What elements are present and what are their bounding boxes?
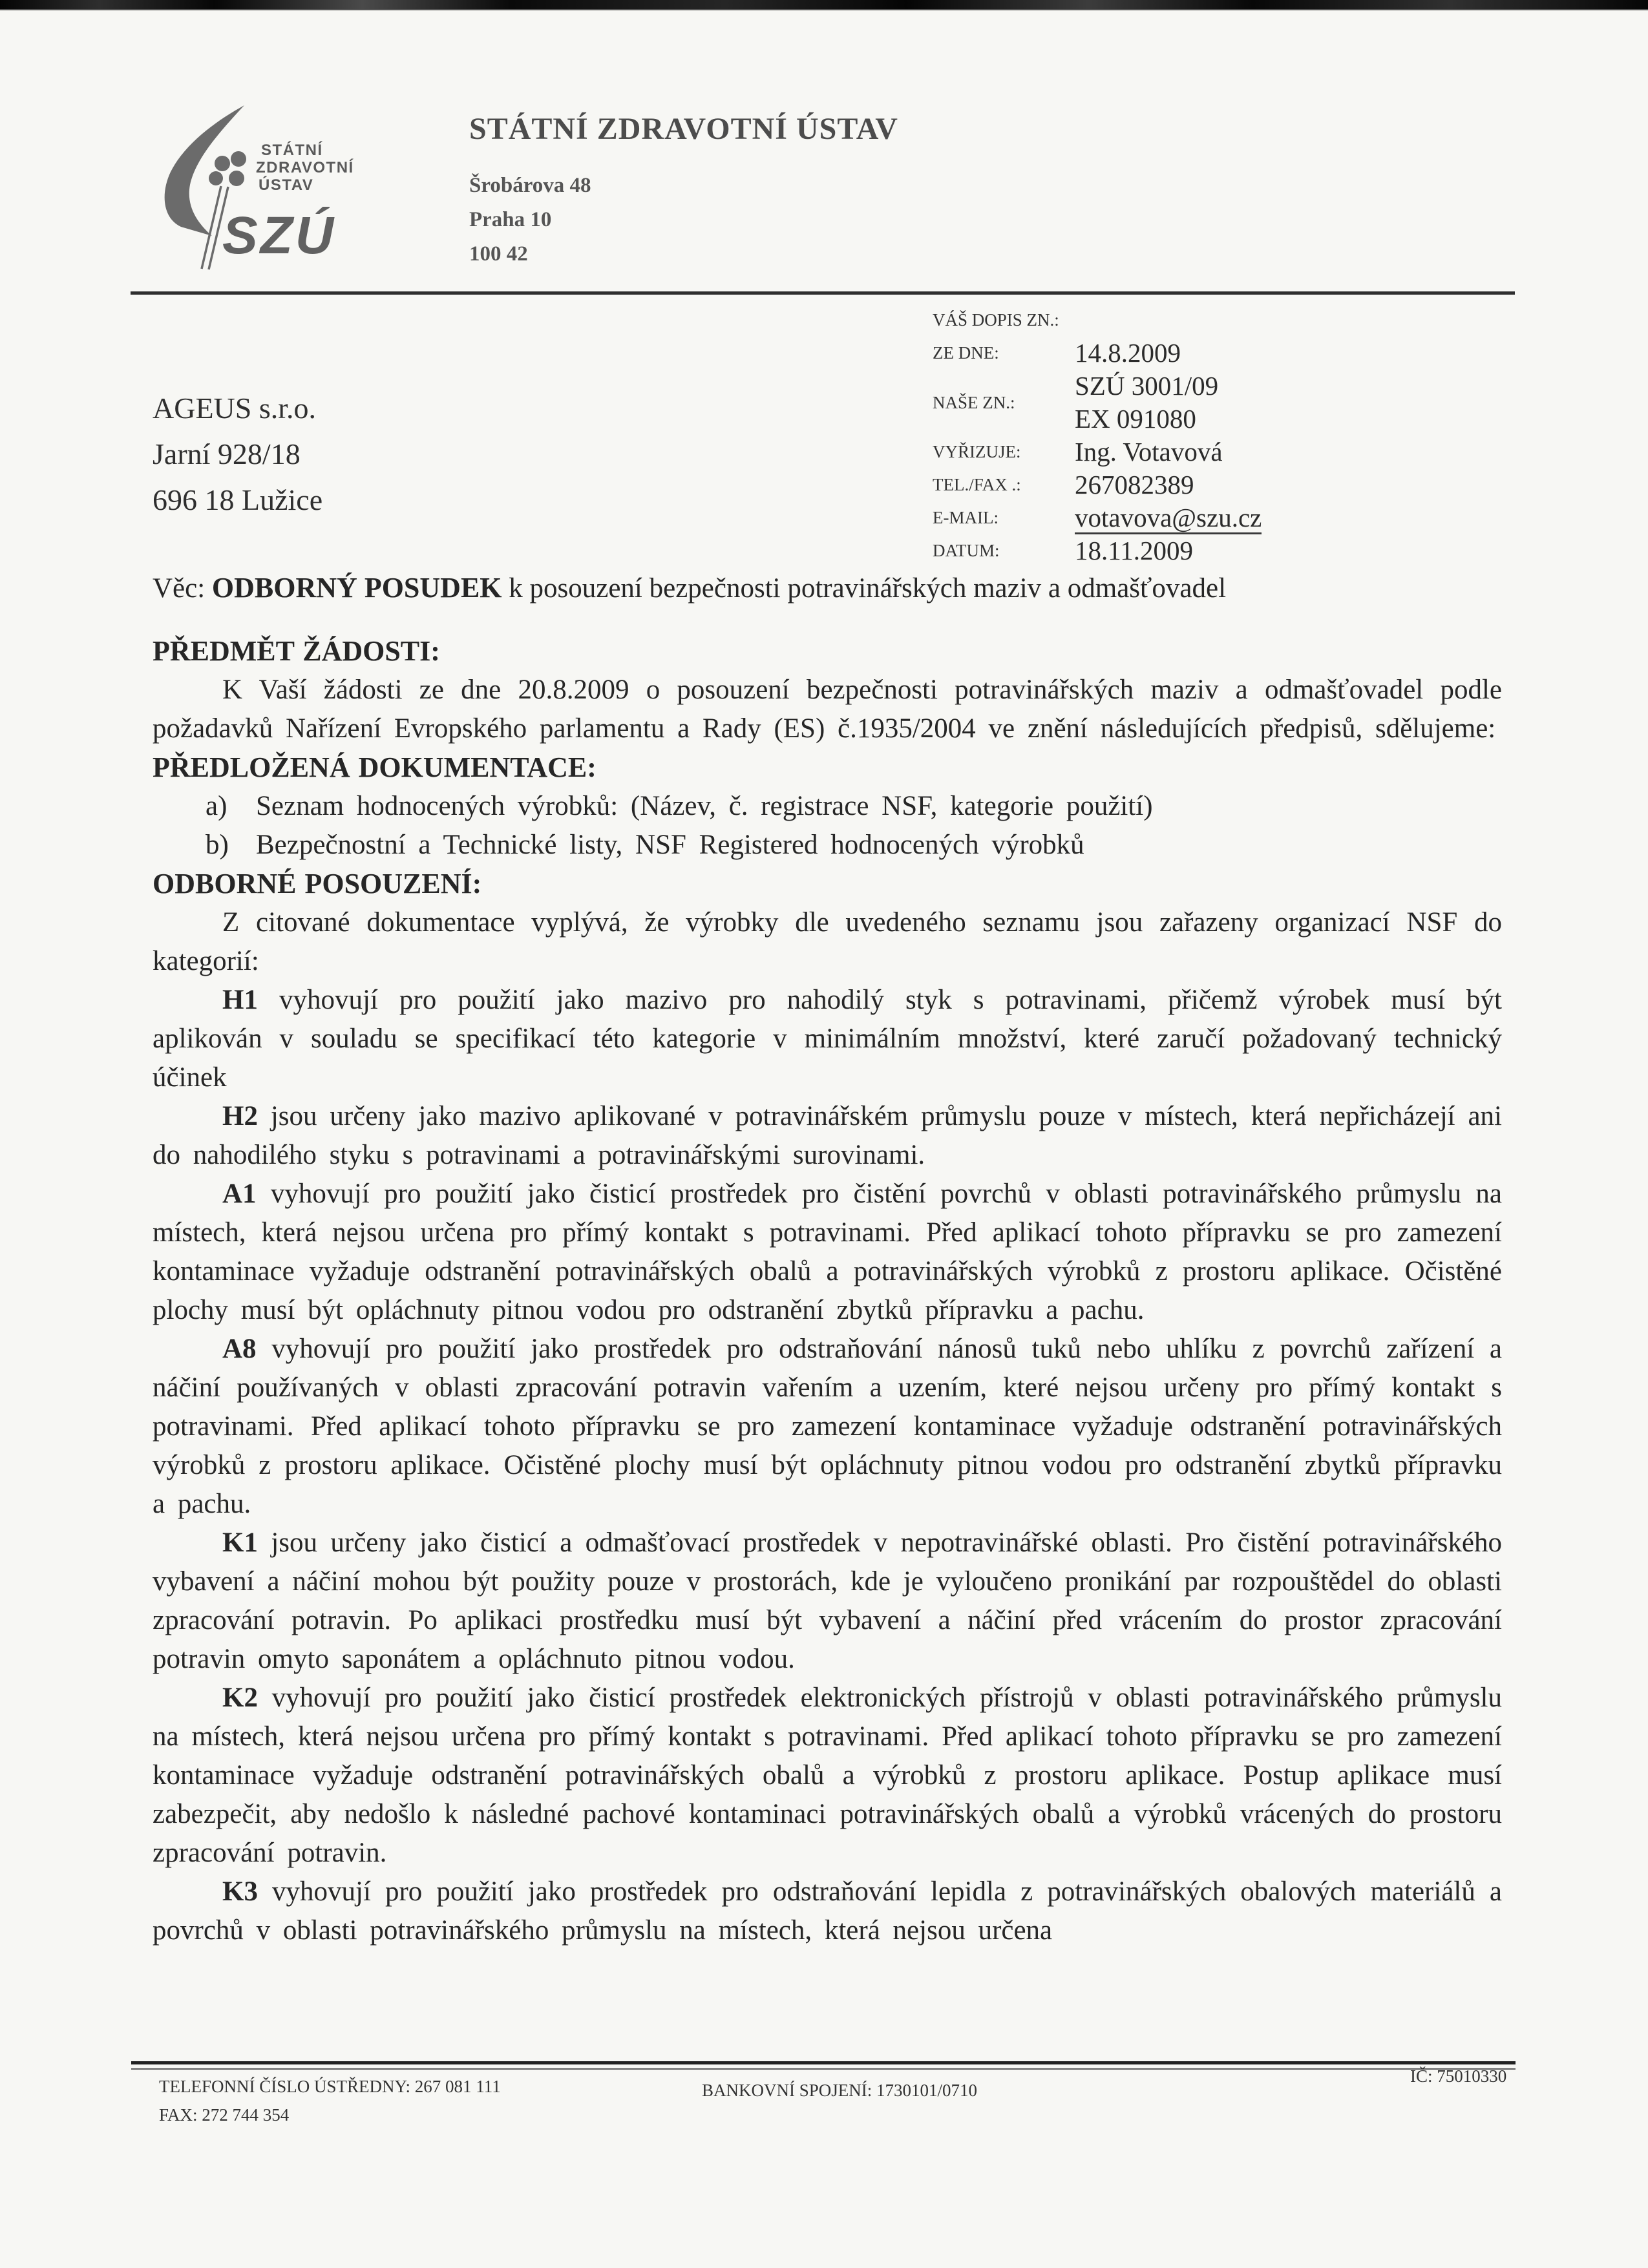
subject-line xyxy=(153,571,1226,604)
list-text: Bezpečnostní a Technické listy, NSF Registered hodnocených výrobků xyxy=(256,830,1084,860)
email-address: votavova@szu.cz xyxy=(1075,503,1262,534)
list-text: Seznam hodnocených výrobků: (Název, č. registrace NSF, kategorie použití) xyxy=(256,791,1153,821)
category-text: jsou určeny jako mazivo aplikované v potravinářském průmyslu pouze v místech, která nepřicházejí ani do nahodilého styku s potravinami a potravinářskými surovinami. xyxy=(153,1101,1503,1170)
subject-prefix: Věc: xyxy=(153,573,206,604)
list-marker: b) xyxy=(206,830,229,860)
category-code: H1 xyxy=(222,985,258,1015)
header-divider-rule xyxy=(131,291,1515,295)
logo-text-line-1: STÁTNÍ xyxy=(261,142,323,159)
category-paragraph-a1 xyxy=(153,1175,1502,1330)
ref-value: 14.8.2009 xyxy=(1075,338,1181,368)
category-text: vyhovují pro použití jako mazivo pro nahodilý styk s potravinami, přičemž výrobek musí být aplikován v souladu se specifikací této kategorie v minimálním množství, které zaručí požadovaný technický účinek xyxy=(153,985,1502,1093)
category-text: vyhovují pro použití jako čisticí prostředek elektronických přístrojů v oblasti potravinářského průmyslu na místech, která nejsou určena pro přímý kontakt s potravinami. Před aplikací tohoto přípravku se pro zamezení kontaminace vyžaduje odstranění potravinářských obalů a výrobků z prostoru aplikace. Postup aplikace musí zabezpečit, aby nedošlo k následné pachové kontaminaci potravinářských obalů a výrobků vrácených do prostoru zpracování potravin. xyxy=(153,1683,1503,1868)
category-paragraph-k1 xyxy=(153,1524,1502,1679)
category-code: A1 xyxy=(222,1179,257,1209)
category-text: vyhovují pro použití jako čisticí prostředek pro čistění povrchů v oblasti potravinářského průmyslu na místech, která nejsou určena pro přímý kontakt s potravinami. Před aplikací tohoto přípravku se pro zamezení kontaminace vyžaduje odstranění potravinářských obalů a potravinářských výrobků z prostoru aplikace. Očistěné plochy musí být opláchnuty pitnou vodou pro odstranění zbytků přípravku a pachu. xyxy=(153,1179,1502,1325)
category-code: A8 xyxy=(222,1334,257,1364)
doc-list-item-b xyxy=(153,826,1502,865)
ref-value: 267082389 xyxy=(1075,470,1194,499)
category-code: K1 xyxy=(222,1528,258,1558)
category-paragraph-k3 xyxy=(153,1873,1502,1950)
ref-value: 18.11.2009 xyxy=(1075,536,1193,565)
logo-dots xyxy=(209,151,246,186)
ref-label: ZE DNE: xyxy=(933,343,999,362)
logo-text-line-3: ÚSTAV xyxy=(259,176,314,194)
category-text: jsou určeny jako čisticí a odmašťovací prostředek v nepotravinářské oblasti. Pro čistění potravinářského vybavení a náčiní mohou být použity pouze v prostorách, kde je vyloučeno pronikání par rozpouštědel do oblasti zpracování potravin. Po aplikaci prostředku musí být vybavení a náčiní před vrácením do prostor zpracování potravin omyto saponátem a opláchnuto pitnou vodou. xyxy=(153,1528,1503,1674)
ref-row-nase-zn xyxy=(933,370,1514,436)
institute-address-zip: 100 42 xyxy=(469,242,528,266)
footer-fax: FAX: 272 744 354 xyxy=(159,2105,290,2125)
category-paragraph-h2 xyxy=(153,1097,1502,1175)
paragraph-predmet: K Vaší žádosti ze dne 20.8.2009 o posouzení bezpečnosti potravinářských maziv a odmašťovadel podle požadavků Nařízení Evropského parlamentu a Rady (ES) č.1935/2004 ve znění následujících předpisů, sdělujeme: xyxy=(153,675,1502,744)
category-paragraph-a8 xyxy=(153,1330,1502,1524)
category-code: K2 xyxy=(222,1683,258,1713)
ref-row-ze-dne xyxy=(933,337,1514,370)
heading-odborne-posouzeni: ODBORNÉ POSOUZENÍ: xyxy=(153,868,482,899)
category-paragraph-k2 xyxy=(153,1679,1502,1873)
ref-row-tel-fax xyxy=(933,468,1514,501)
ref-row-vas-dopis xyxy=(933,304,1514,337)
szu-logo xyxy=(147,102,419,296)
recipient-name: AGEUS s.r.o. xyxy=(153,392,317,425)
institute-name: STÁTNÍ ZDRAVOTNÍ ÚSTAV xyxy=(469,112,898,146)
category-text: vyhovují pro použití jako prostředek pro odstraňování lepidla z potravinářských obalových materiálů a povrchů v oblasti potravinářského průmyslu na místech, která nejsou určena xyxy=(153,1876,1502,1946)
ref-row-datum xyxy=(933,534,1514,567)
ref-row-vyrizuje xyxy=(933,436,1514,468)
list-marker: a) xyxy=(206,791,227,821)
heading-predmet-zadosti: PŘEDMĚT ŽÁDOSTI: xyxy=(153,635,440,667)
scanner-edge-artifact xyxy=(0,0,1648,10)
institute-address-city: Praha 10 xyxy=(469,208,552,231)
letterhead xyxy=(469,111,898,271)
ref-value-line1: SZÚ 3001/09 xyxy=(1075,371,1219,401)
paragraph-posouzeni: Z citované dokumentace vyplývá, že výrobky dle uvedeného seznamu jsou zařazeny organizací NSF do kategorií: xyxy=(153,907,1502,976)
footer-company-id: IČ: 75010330 xyxy=(1410,2066,1507,2086)
heading-predlozena-dokumentace: PŘEDLOŽENÁ DOKUMENTACE: xyxy=(153,751,597,783)
logo-text-line-2: ZDRAVOTNÍ xyxy=(256,159,354,176)
recipient-address-block xyxy=(153,385,322,523)
subject-emphasis: ODBORNÝ POSUDEK xyxy=(211,572,502,604)
recipient-street: Jarní 928/18 xyxy=(153,437,301,470)
ref-label: VYŘIZUJE: xyxy=(933,442,1021,461)
recipient-city: 696 18 Lužice xyxy=(153,483,323,516)
ref-row-email xyxy=(933,501,1514,534)
category-paragraph-h1 xyxy=(153,981,1502,1097)
ref-label: NAŠE ZN.: xyxy=(933,393,1015,412)
footer-divider-rule xyxy=(131,2061,1516,2067)
ref-label: TEL./FAX .: xyxy=(933,475,1021,494)
subject-rest: k posouzení bezpečnosti potravinářských maziv a odmašťovadel xyxy=(509,573,1227,604)
ref-value-line2: EX 091080 xyxy=(1075,404,1196,434)
ref-value: Ing. Votavová xyxy=(1075,437,1223,467)
ref-label: E-MAIL: xyxy=(933,508,998,527)
institute-address-street: Šrobárova 48 xyxy=(469,174,591,197)
category-text: vyhovují pro použití jako prostředek pro odstraňování nánosů tuků nebo uhlíku z povrchů zařízení a náčiní používaných v oblasti zpracování potravin vařením a uzením, které nejsou určeny pro přímý kontakt s potravinami. Před aplikací tohoto přípravku se pro zamezení kontaminace vyžaduje odstranění potravinářských výrobků z prostoru aplikace. Očistěné plochy musí být opláchnuty pitnou vodou pro odstranění zbytků přípravku a pachu. xyxy=(153,1334,1502,1519)
doc-list-item-a xyxy=(153,787,1502,826)
logo-abbr: SZÚ xyxy=(222,206,336,265)
ref-label: VÁŠ DOPIS ZN.: xyxy=(933,310,1059,330)
category-code: K3 xyxy=(222,1876,258,1907)
footer-bank-account: BANKOVNÍ SPOJENÍ: 1730101/0710 xyxy=(702,2081,978,2100)
footer-divider-rule-thin xyxy=(131,2068,1516,2070)
footer-phone: TELEFONNÍ ČÍSLO ÚSTŘEDNY: 267 081 111 xyxy=(159,2077,501,2096)
letter-body xyxy=(153,632,1502,1950)
reference-block xyxy=(933,304,1514,567)
ref-label: DATUM: xyxy=(933,541,1000,560)
category-code: H2 xyxy=(222,1101,258,1131)
